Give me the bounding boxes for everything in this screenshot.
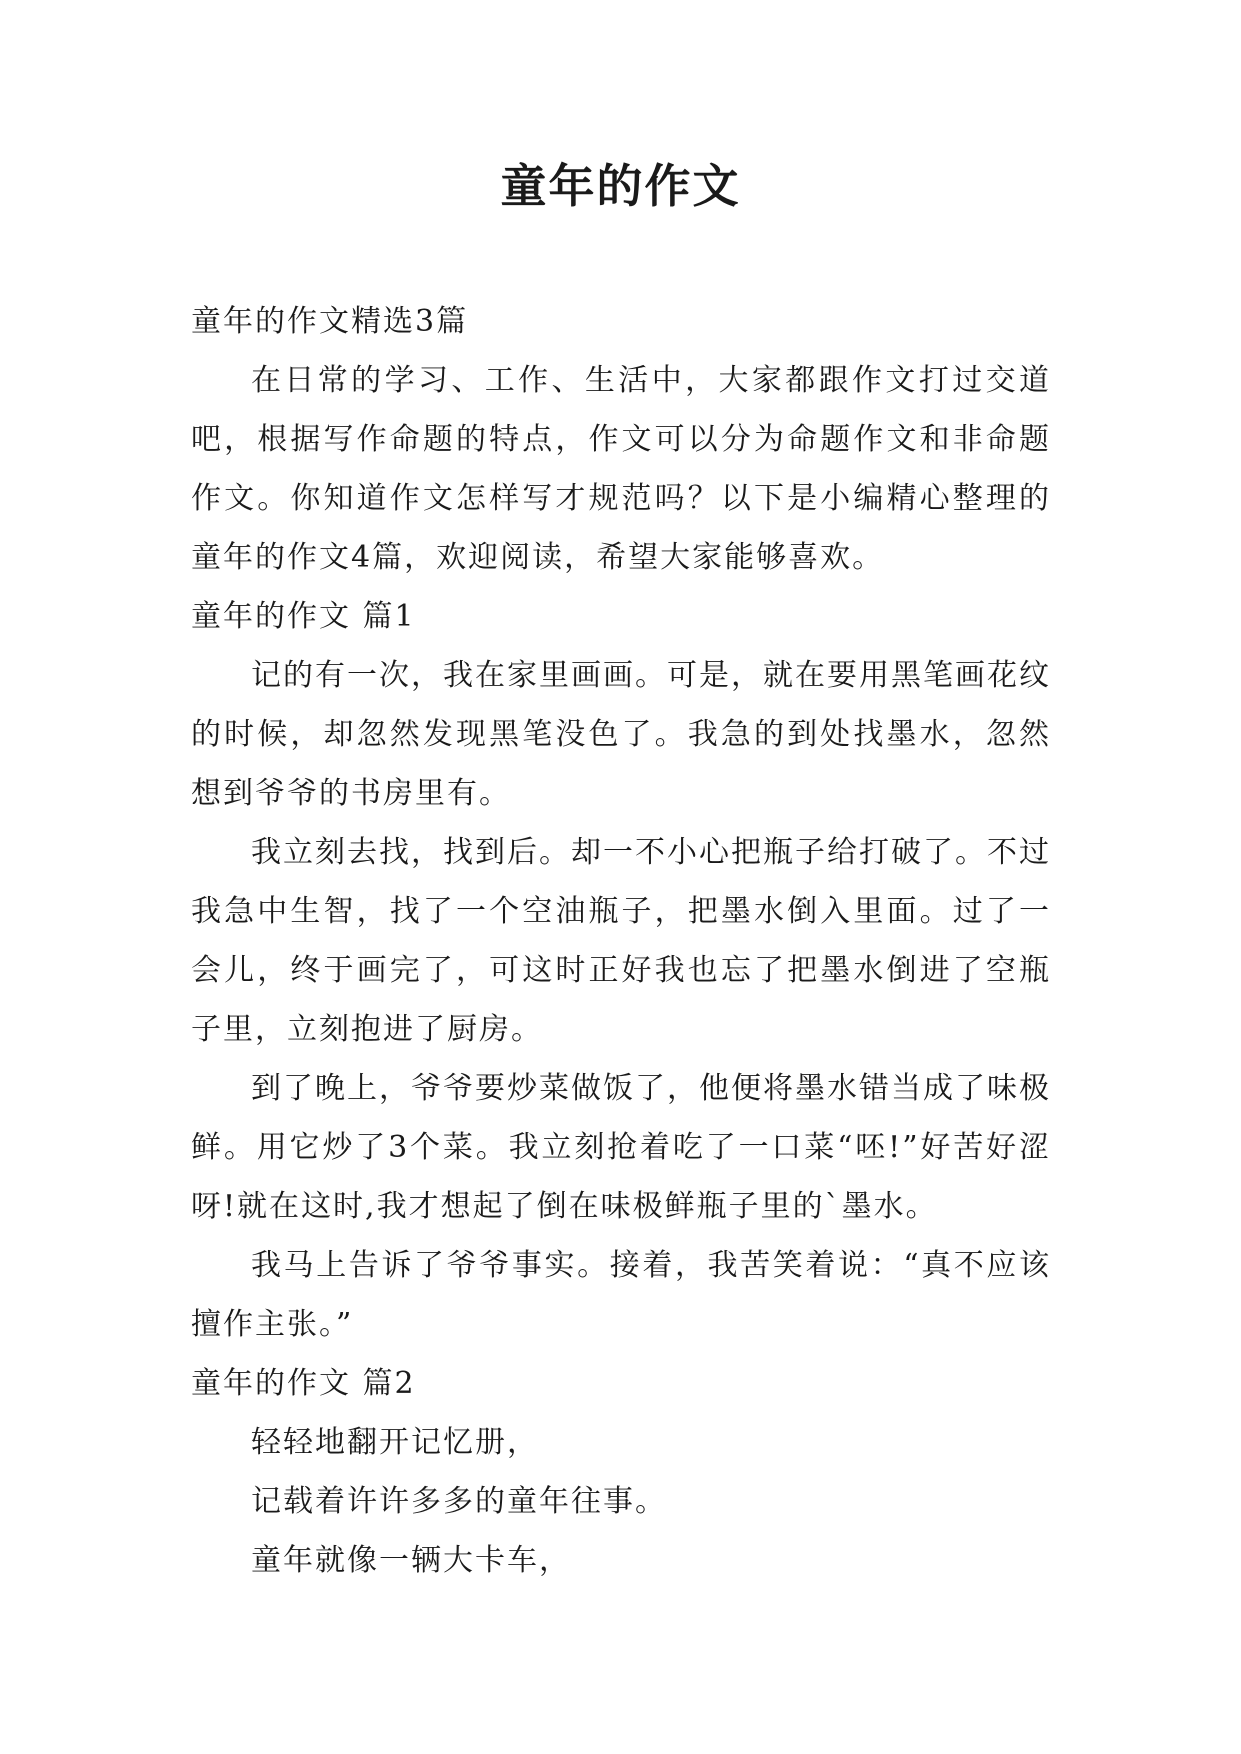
page-title: 童年的作文 xyxy=(500,159,741,213)
body-paragraph: 我马上告诉了爷爷事实。接着，我苦笑着说：“真不应该擅作主张。” xyxy=(191,1248,1051,1342)
document-subtitle: 童年的作文精选3篇 xyxy=(191,304,469,339)
body-paragraph: 我立刻去找，找到后。却一不小心把瓶子给打破了。不过我急中生智，找了一个空油瓶子，把墨水倒入里面。过了一会儿，终于画完了，可这时正好我也忘了把墨水倒进了空瓶子里，立刻抱进了厨房。 xyxy=(191,835,1051,1047)
intro-paragraph: 在日常的学习、工作、生活中，大家都跟作文打过交道吧，根据写作命题的特点，作文可以分为命题作文和非命题作文。你知道作文怎样写才规范吗？以下是小编精心整理的童年的作文4篇，欢迎阅读，希望大家能够喜欢。 xyxy=(191,363,1051,575)
section-heading: 童年的作文 篇2 xyxy=(191,1366,416,1401)
body-paragraph: 到了晚上，爷爷要炒菜做饭了，他便将墨水错当成了味极鲜。用它炒了3个菜。我立刻抢着吃了一口菜“呸!”好苦好涩呀!就在这时,我才想起了倒在味极鲜瓶子里的`墨水。 xyxy=(191,1071,1051,1224)
verse-line: 记载着许许多多的童年往事。 xyxy=(251,1484,667,1519)
verse-line: 轻轻地翻开记忆册， xyxy=(251,1425,539,1460)
body-paragraph: 记的有一次，我在家里画画。可是，就在要用黑笔画花纹的时候，却忽然发现黑笔没色了。我急的到处找墨水，忽然想到爷爷的书房里有。 xyxy=(191,658,1051,811)
document-body xyxy=(191,292,1051,1590)
verse-line: 童年就像一辆大卡车， xyxy=(251,1543,571,1578)
section-heading: 童年的作文 篇1 xyxy=(191,599,416,634)
